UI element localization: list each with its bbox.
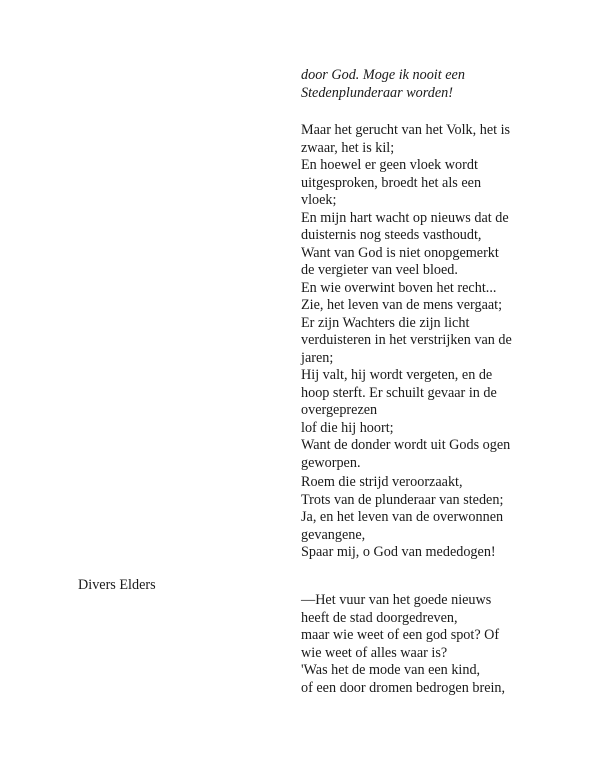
poem-line: maar wie weet of een god spot? Of bbox=[301, 627, 500, 643]
poem-line: En mijn hart wacht op nieuws dat de bbox=[301, 209, 509, 226]
poem-line: jaren; bbox=[301, 349, 334, 366]
poem-line: Ja, en het leven van de overwonnen bbox=[301, 509, 504, 525]
poem-line: overgeprezen bbox=[301, 402, 378, 418]
poem-line: duisternis nog steeds vasthoudt, bbox=[301, 227, 482, 243]
poem-line: 'Was het de mode van een kind, bbox=[301, 662, 481, 678]
poem-line: uitgesproken, broedt het als een bbox=[301, 174, 482, 191]
speaker-label: Divers Elders bbox=[78, 577, 156, 593]
stanza-2 bbox=[301, 474, 591, 562]
poem-line: wie weet of alles waar is? bbox=[301, 644, 448, 661]
poem-line: Want van God is niet onopgemerkt bbox=[301, 244, 499, 261]
poem-line: Maar het gerucht van het Volk, het is bbox=[301, 122, 511, 138]
poem-line: Spaar mij, o God van mededogen! bbox=[301, 544, 496, 560]
poem-line: zwaar, het is kil; bbox=[301, 139, 395, 156]
poem-line: door God. Moge ik nooit een bbox=[301, 67, 465, 83]
poem-line: geworpen. bbox=[301, 454, 361, 471]
poem-line: of een door dromen bedrogen brein, bbox=[301, 679, 506, 696]
poem-line: Hij valt, hij wordt vergeten, en de bbox=[301, 367, 493, 383]
poem-line: En hoewel er geen vloek wordt bbox=[301, 157, 478, 173]
poem-line: de vergieter van veel bloed. bbox=[301, 262, 458, 278]
poem-line: Trots van de plunderaar van steden; bbox=[301, 491, 504, 508]
poem-line: gevangene, bbox=[301, 526, 366, 543]
poem-line: Zie, het leven van de mens vergaat; bbox=[301, 297, 503, 313]
poem-line: En wie overwint boven het recht... bbox=[301, 279, 497, 296]
poem-line: Want de donder wordt uit Gods ogen bbox=[301, 437, 511, 453]
poem-line: verduisteren in het verstrijken van de bbox=[301, 332, 512, 348]
poem-line: Roem die strijd veroorzaakt, bbox=[301, 474, 463, 490]
poem-line: Stedenplunderaar worden! bbox=[301, 84, 453, 101]
stanza-1 bbox=[301, 122, 591, 472]
poem-line: lof die hij hoort; bbox=[301, 419, 394, 436]
poem-line: Er zijn Wachters die zijn licht bbox=[301, 314, 470, 331]
poem-line: heeft de stad doorgedreven, bbox=[301, 609, 458, 626]
intro-italic-lines bbox=[301, 67, 591, 102]
poem-line: vloek; bbox=[301, 192, 337, 208]
poem-line: —Het vuur van het goede nieuws bbox=[301, 592, 492, 608]
stanza-3 bbox=[301, 592, 591, 697]
poem-line: hoop sterft. Er schuilt gevaar in de bbox=[301, 384, 497, 401]
